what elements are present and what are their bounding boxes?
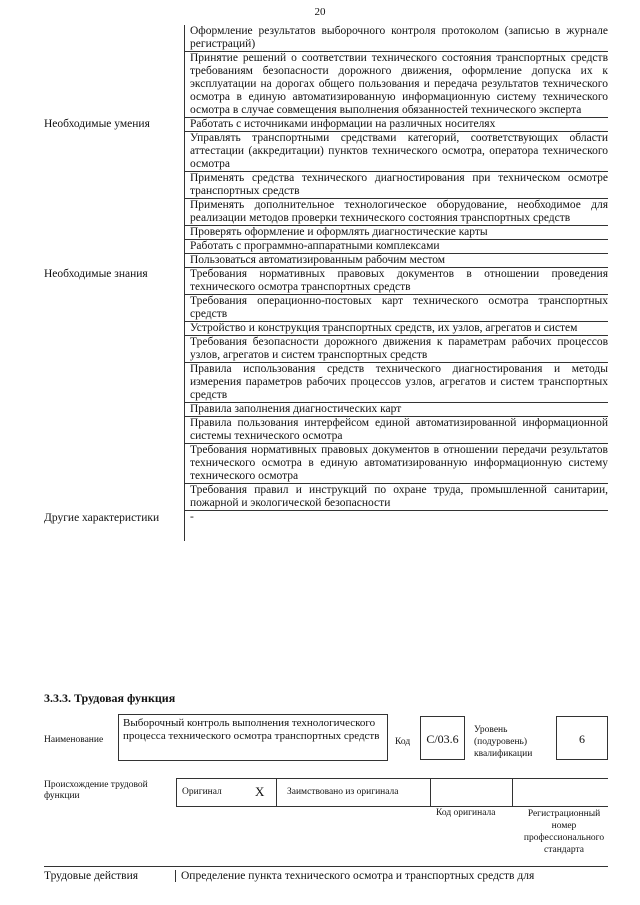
level-label: Уровень (подуровень) квалификации [474,725,533,759]
name-value: Выборочный контроль выполнения технологического процесса технического осмотра транспортных средств [118,714,388,761]
table-cell: Требования нормативных правовых документов в отношении передачи результатов технического осмотра в единую автоматизированную информационную систему технического осмотра [184,444,608,484]
table-cell: - [184,511,608,541]
registry-number-label: Регистрационный номер профессионального стандарта [523,809,605,855]
knowledge-group [44,268,608,511]
table-cell: Требования правил и инструкций по охране труда, промышленной санитарии, пожарной и экологической безопасности [184,484,608,511]
table-cell: Пользоваться автоматизированным рабочим местом [184,254,608,268]
table-cell: Устройство и конструкция транспортных средств, их узлов, агрегатов и систем [184,322,608,336]
divider [176,806,608,807]
name-label: Наименование [44,735,104,745]
knowledge-label: Необходимые знания [44,268,148,280]
table-cell: Применять средства технического диагностирования при техническом осмотре транспортных средств [184,172,608,199]
divider [276,778,277,806]
code-value: C/03.6 [420,716,465,760]
table-cell: Правила пользования интерфейсом единой автоматизированной информационной системы технического осмотра [184,417,608,444]
table-cell: Требования нормативных правовых документов в отношении проведения технического осмотра транспортных средств [184,268,608,295]
divider [44,866,608,867]
origin-label: Происхождение трудовой функции [44,780,148,801]
level-value: 6 [556,716,608,760]
table-cell: Применять дополнительное технологическое оборудование, необходимое для реализации методов проверки технического состояния транспортных средств [184,199,608,226]
original-mark: X [255,784,265,799]
table-row [44,25,608,52]
divider [176,778,177,806]
table-cell: Правила использования средств технического диагностирования и методы измерения параметров рабочих процессов узлов, агрегатов и систем транспортных средств [184,363,608,403]
table-cell: Оформление результатов выборочного контроля протоколом (записью в журнале регистраций) [184,25,608,52]
page-number: 20 [314,6,326,18]
other-label: Другие характеристики [44,512,160,524]
original-label: Оригинал [182,787,222,797]
table-cell: Работать с источниками информации на различных носителях [184,118,608,132]
divider [430,778,431,806]
divider [176,778,608,779]
skills-group [44,118,608,268]
origin-code-label: Код оригинала [436,808,496,818]
labor-actions-label: Трудовые действия [44,870,139,882]
table-cell: Требования операционно-постовых карт технического осмотра транспортных средств [184,295,608,322]
table-cell: Проверять оформление и оформлять диагностические карты [184,226,608,240]
table-cell: Правила заполнения диагностических карт [184,403,608,417]
section-title: 3.3.3. Трудовая функция [44,691,176,705]
other-group [44,511,608,541]
table-row [44,52,608,118]
skills-label: Необходимые умения [44,118,150,130]
requirements-table [44,25,608,541]
table-cell: Требования безопасности дорожного движения к параметрам рабочих процессов узлов, агрегатов и систем транспортных средств [184,336,608,363]
code-label: Код [395,737,411,747]
table-cell: Работать с программно-аппаратными комплексами [184,240,608,254]
table-cell: Управлять транспортными средствами категорий, соответствующих области аттестации (аккредитации) пунктов технического осмотра, оператора технического осмотра [184,132,608,172]
divider [512,778,513,806]
labor-actions-cell: Определение пункта технического осмотра и транспортных средств для [175,870,608,882]
table-cell: Принятие решений о соответствии технического состояния транспортных средств требованиям безопасности дорожного движения, оформление допуска их к эксплуатации на дорогах общего пользования и передача результатов технического осмотра в единую автоматизированную информационную систему технического осмотра в случае совмещения выполнения обязанностей технического эксперта [184,52,608,118]
borrowed-label: Заимствовано из оригинала [287,787,399,797]
